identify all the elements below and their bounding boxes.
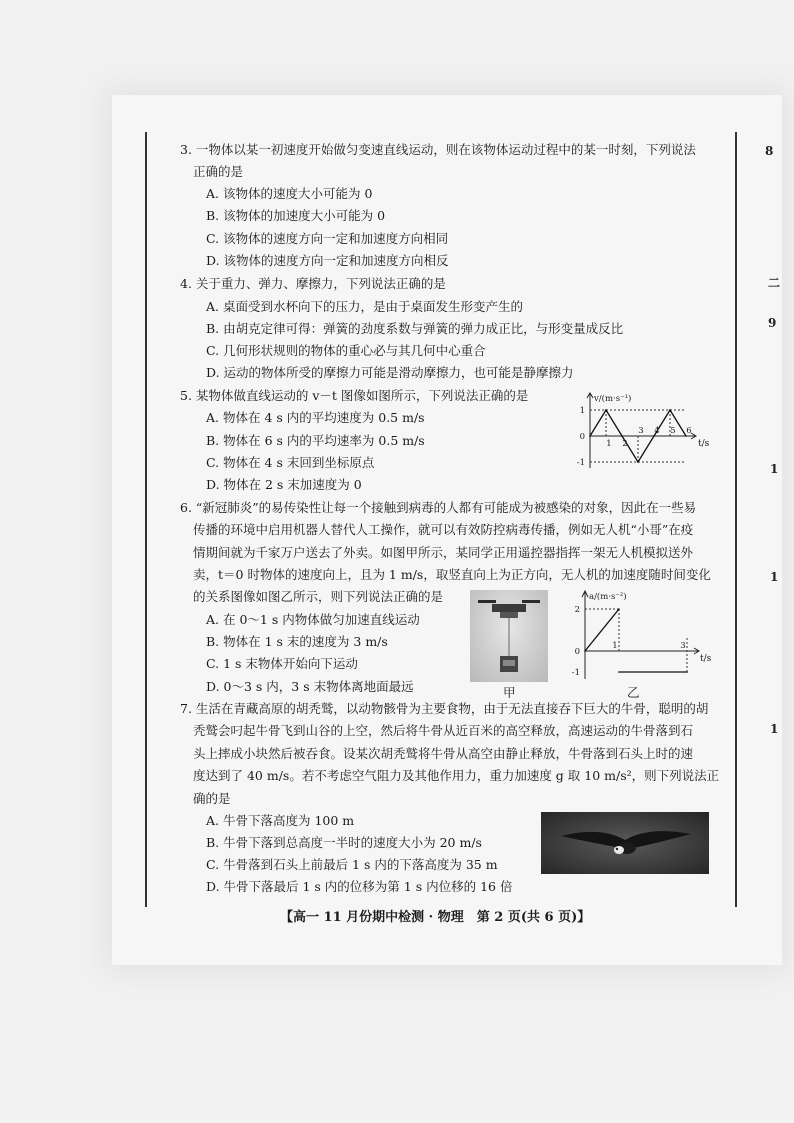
vt-y-axis-label: v/(m·s⁻¹): [594, 394, 632, 404]
question-6-stem-line-1: 6. “新冠肺炎”的易传染性让每一个接触到病毒的人都有可能成为被感染的对象，因此在一些易: [180, 500, 697, 515]
question-3-option-b: B. 该物体的加速度大小可能为 0: [206, 208, 386, 223]
question-5-option-c: C. 物体在 4 s 末回到坐标原点: [206, 455, 375, 470]
question-6-stem-line-4: 卖，t＝0 时物体的速度向上，且为 1 m/s，取竖直向上为正方向，无人机的加速度随时间变化: [193, 567, 711, 582]
question-6-option-d: D. 0～3 s 内，3 s 末物体离地面最远: [206, 679, 414, 694]
edge-mark: 1: [770, 570, 779, 584]
vt-x-tick-label: 6: [686, 426, 692, 436]
vt-x-tick-label: 3: [638, 426, 644, 436]
vt-chart: [560, 388, 710, 478]
question-7-stem-line-2: 秃鹫会叼起牛骨飞到山谷的上空，然后将牛骨从近百米的高空释放，高速运动的牛骨落到石: [193, 723, 694, 738]
at-y-axis-label: a/(m·s⁻²): [589, 592, 627, 602]
question-6-option-a: A. 在 0～1 s 内物体做匀加速直线运动: [206, 612, 420, 627]
vt-data-point: [589, 435, 591, 437]
question-3-stem-cont: 正确的是: [193, 164, 244, 179]
at-data-point: [618, 671, 620, 673]
question-7-stem-line-4: 度达到了 40 m/s。若不考虑空气阻力及其他作用力，重力加速度 g 取 10 m/s²，则下列说法正: [193, 768, 720, 783]
vulture-photo: [541, 812, 709, 874]
vt-x-axis-label: t/s: [698, 439, 710, 449]
question-4-stem: 4. 关于重力、弹力、摩擦力，下列说法正确的是: [180, 276, 446, 291]
at-y-tick-label: 0: [574, 647, 580, 657]
edge-mark: 1: [770, 462, 779, 476]
question-5-option-b: B. 物体在 6 s 内的平均速率为 0.5 m/s: [206, 433, 425, 448]
question-4-option-c: C. 几何形状规则的物体的重心必与其几何中心重合: [206, 343, 486, 358]
question-7-option-d: D. 牛骨下落最后 1 s 内的位移为第 1 s 内位移的 16 倍: [206, 879, 513, 894]
at-data-point: [584, 650, 586, 652]
question-4-option-b: B. 由胡克定律可得：弹簧的劲度系数与弹簧的弹力成正比，与形变量成反比: [206, 321, 624, 336]
question-7-option-c: C. 牛骨落到石头上前最后 1 s 内的下落高度为 35 m: [206, 857, 498, 872]
question-6-option-b: B. 物体在 1 s 末的速度为 3 m/s: [206, 634, 388, 649]
edge-mark: 1: [770, 722, 779, 736]
question-5-stem: 5. 某物体做直线运动的 v－t 图像如图所示，下列说法正确的是: [180, 388, 529, 403]
edge-mark: 二: [768, 276, 781, 290]
at-data-point: [618, 608, 620, 610]
question-5-option-d: D. 物体在 2 s 末加速度为 0: [206, 477, 362, 492]
question-4-option-a: A. 桌面受到水杯向下的压力，是由于桌面发生形变产生的: [206, 299, 523, 314]
vt-data-point: [605, 409, 607, 411]
vt-data-point: [621, 435, 623, 437]
at-y-tick-label: 2: [574, 605, 580, 615]
fig-label-yi: 乙: [627, 685, 640, 700]
page-footer: 【高一 11 月份期中检测 · 物理 第 2 页(共 6 页)】: [280, 910, 591, 925]
question-7-option-a: A. 牛骨下落高度为 100 m: [206, 813, 355, 828]
vt-y-tick-label: 0: [579, 432, 585, 442]
question-3-option-c: C. 该物体的速度方向一定和加速度方向相同: [206, 231, 449, 246]
at-x-tick-label: 1: [612, 641, 618, 651]
left-margin-rule: [145, 132, 147, 907]
question-6-stem-line-2: 传播的环境中启用机器人替代人工操作，就可以有效防控病毒传播，例如无人机“小哥”在疫: [193, 522, 694, 537]
right-margin-rule: [735, 132, 737, 907]
fig-label-jia: 甲: [503, 685, 516, 700]
question-7-stem-line-5: 确的是: [193, 791, 231, 806]
vt-x-tick-label: 2: [622, 439, 628, 449]
question-3-stem: 3. 一物体以某一初速度开始做匀变速直线运动，则在该物体运动过程中的某一时刻，下列说法: [180, 142, 696, 157]
question-7-option-b: B. 牛骨下落到总高度一半时的速度大小为 20 m/s: [206, 835, 482, 850]
at-x-axis-label: t/s: [700, 654, 712, 664]
vt-x-tick-label: 4: [654, 426, 660, 436]
question-4-option-d: D. 运动的物体所受的摩擦力可能是滑动摩擦力，也可能是静摩擦力: [206, 365, 574, 380]
at-axes: [582, 591, 699, 679]
edge-mark: 8: [765, 144, 774, 158]
vt-data-point: [669, 409, 671, 411]
vt-y-tick-label: -1: [576, 458, 585, 468]
question-7-stem-line-3: 头上摔成小块然后被吞食。设某次胡秃鹫将牛骨从高空由静止释放，牛骨落到石头上时的速: [193, 746, 694, 761]
vt-x-tick-label: 5: [670, 426, 676, 436]
question-6-stem-line-5: 的关系图像如图乙所示，则下列说法正确的是: [193, 589, 444, 604]
at-y-tick-label: -1: [571, 668, 580, 678]
at-data-point: [686, 671, 688, 673]
question-7-stem-line-1: 7. 生活在青藏高原的胡秃鹫，以动物骸骨为主要食物，由于无法直接吞下巨大的牛骨，聪明的胡: [180, 701, 709, 716]
question-5-option-a: A. 物体在 4 s 内的平均速度为 0.5 m/s: [206, 410, 425, 425]
at-x-tick-label: 3: [680, 641, 686, 651]
vt-data-point: [637, 461, 639, 463]
question-3-option-d: D. 该物体的速度方向一定和加速度方向相反: [206, 253, 449, 268]
at-chart: [565, 588, 712, 680]
vt-y-tick-label: 1: [579, 406, 585, 416]
vt-x-tick-label: 1: [606, 439, 612, 449]
question-6-option-c: C. 1 s 末物体开始向下运动: [206, 656, 358, 671]
edge-mark: 9: [768, 316, 777, 330]
question-3-option-a: A. 该物体的速度大小可能为 0: [206, 186, 373, 201]
drone-photo: [470, 590, 548, 682]
question-6-stem-line-3: 情期间就为千家万户送去了外卖。如图甲所示，某同学正用遥控器指挥一架无人机模拟送外: [193, 545, 694, 560]
